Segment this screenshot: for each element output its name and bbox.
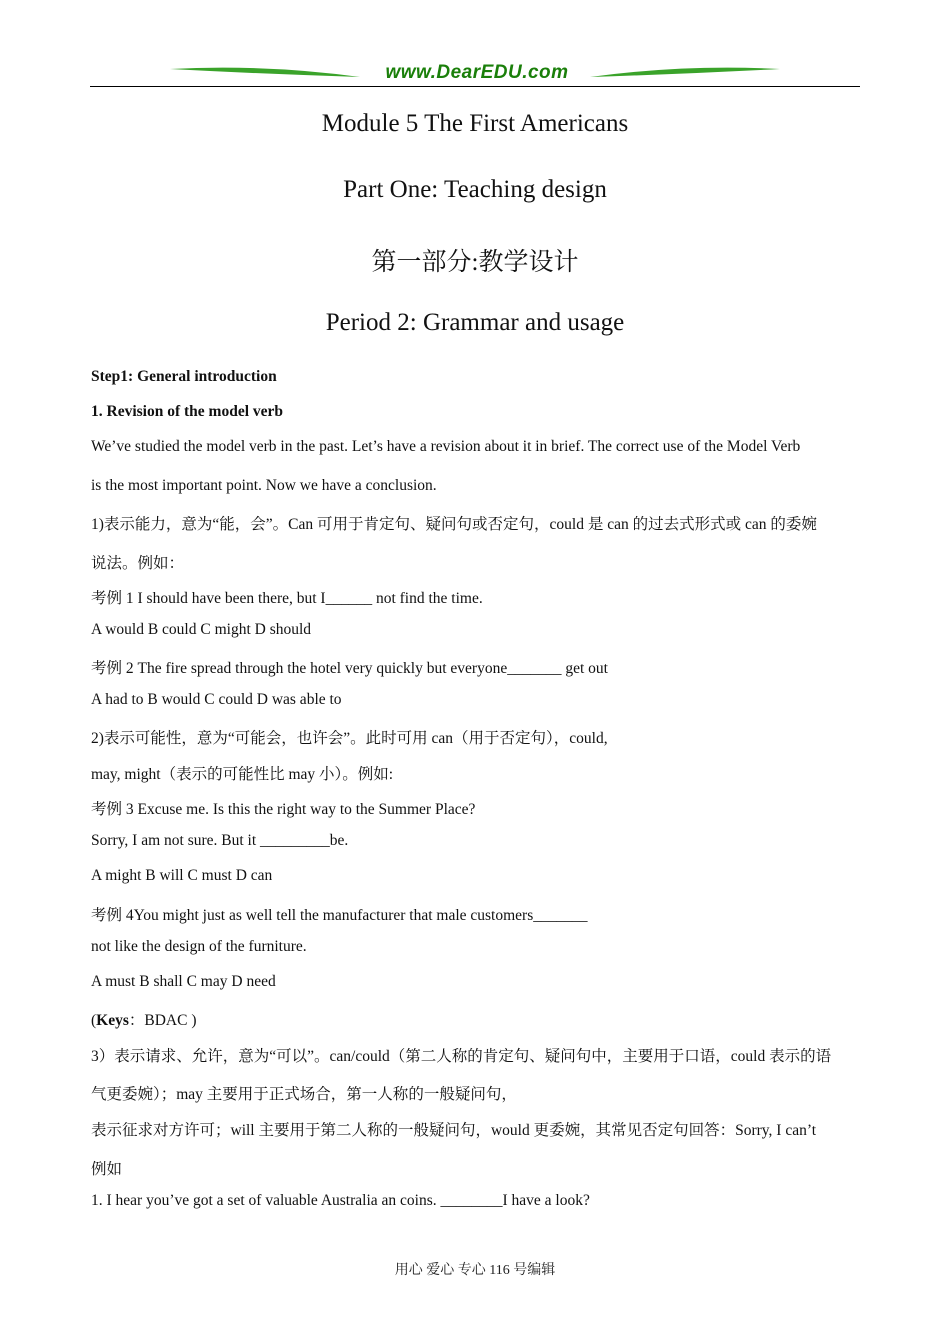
body-line: 气更委婉）；may 主要用于正式场合，第一人称的一般疑问句， bbox=[91, 1086, 517, 1103]
header-rule bbox=[90, 86, 860, 87]
part-title-en: Part One: Teaching design bbox=[343, 176, 607, 203]
right-swoosh-decoration bbox=[590, 66, 780, 80]
body-line: We’ve studied the model verb in the past. Let’s have a revision about it in brief. The correct use of the Model Verb bbox=[91, 438, 801, 455]
part-title-cn: 第一部分:教学设计 bbox=[371, 249, 579, 276]
left-swoosh-decoration bbox=[170, 66, 360, 80]
body-line: is the most important point. Now we have a conclusion. bbox=[91, 477, 437, 494]
example-line: 考例 3 Excuse me. Is this the right way to the Summer Place? bbox=[91, 801, 476, 818]
body-line: 表示征求对方许可；will 主要用于第二人称的一般疑问句，would 更委婉，其常见否定句回答：Sorry, I can’t bbox=[91, 1122, 817, 1139]
page-header bbox=[90, 60, 860, 90]
module-title: Module 5 The First Americans bbox=[321, 110, 629, 137]
options-line: A might B will C must D can bbox=[91, 867, 273, 884]
body-line: 说法。例如： bbox=[91, 555, 185, 572]
body-line: 2)表示可能性，意为“可能会，也许会”。此时可用 can（用于否定句），could, bbox=[91, 730, 608, 747]
example-line: 考例 2 The fire spread through the hotel very quickly but everyone_______ get out bbox=[91, 660, 608, 677]
example-line: 1. I hear you’ve got a set of valuable Australia an coins. ________I have a look? bbox=[91, 1192, 590, 1209]
options-line: A had to B would C could D was able to bbox=[91, 691, 342, 708]
answer-keys: (Keys：BDAC ) bbox=[91, 1012, 197, 1029]
example-line: 考例 1 I should have been there, but I______ not find the time. bbox=[91, 590, 483, 607]
revision-heading: 1. Revision of the model verb bbox=[91, 403, 284, 420]
example-line: 考例 4You might just as well tell the manufacturer that male customers_______ bbox=[91, 907, 588, 924]
body-line: may, might（表示的可能性比 may 小）。例如: bbox=[91, 766, 394, 783]
example-line: Sorry, I am not sure. But it _________be. bbox=[91, 832, 349, 849]
options-line: A must B shall C may D need bbox=[91, 973, 276, 990]
step1-heading: Step1: General introduction bbox=[91, 368, 277, 385]
body-line: 例如 bbox=[91, 1161, 123, 1178]
site-logo: www.DearEDU.com bbox=[385, 62, 569, 83]
body-line: 1)表示能力，意为“能，会”。Can 可用于肯定句、疑问句或否定句，could 是 can 的过去式形式或 can 的委婉 bbox=[91, 516, 817, 533]
example-line: not like the design of the furniture. bbox=[91, 938, 307, 955]
options-line: A would B could C might D should bbox=[91, 621, 312, 638]
body-line: 3）表示请求、允许，意为“可以”。can/could（第二人称的肯定句、疑问句中，主要用于口语，could 表示的语 bbox=[91, 1048, 832, 1065]
page-footer: 用心 爱心 专心 116 号编辑 bbox=[394, 1263, 556, 1278]
period-title: Period 2: Grammar and usage bbox=[325, 309, 625, 336]
